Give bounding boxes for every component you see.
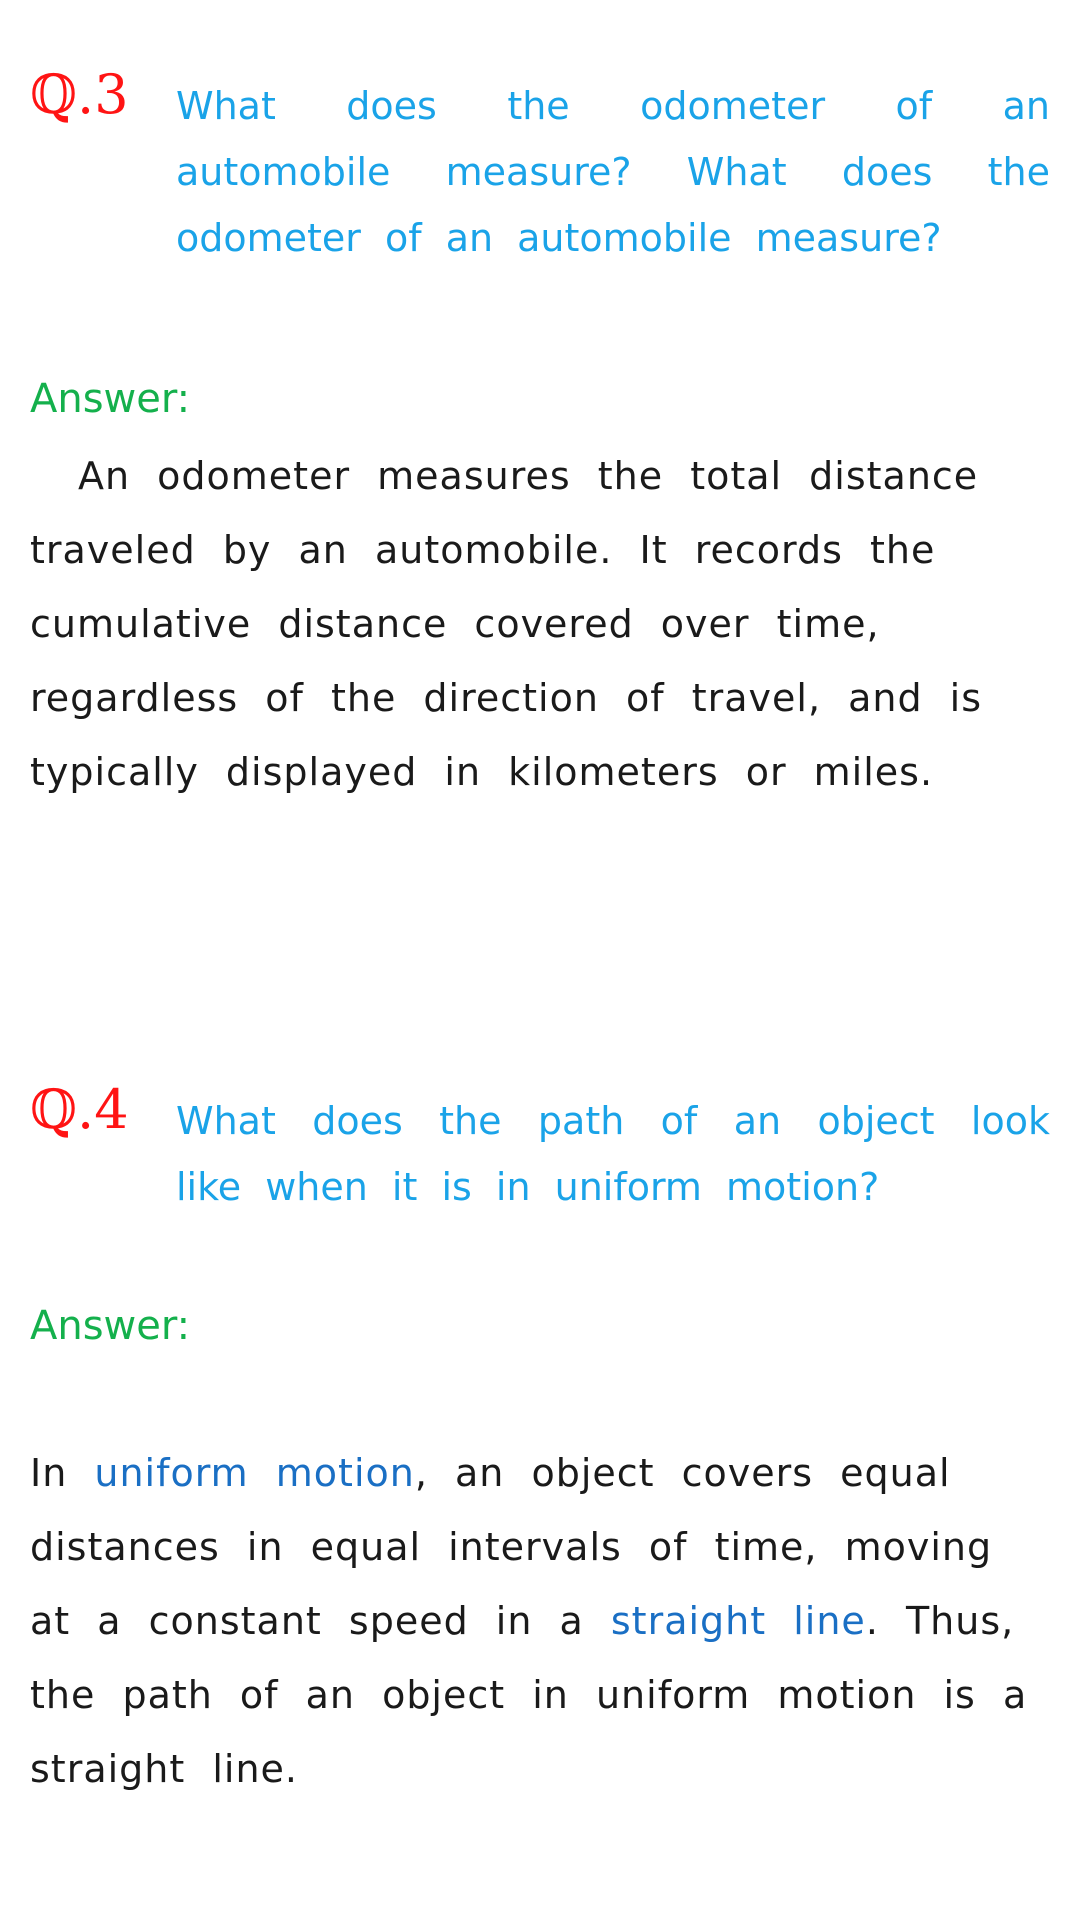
answer-text: An odometer measures the total distance traveled by an automobile. It records the cumulative distance covered over time, regardless of the direction of travel, and is typically displayed in kilometers or miles. bbox=[30, 454, 983, 794]
answer-label: Answer: bbox=[30, 1303, 191, 1349]
highlight-term-uniform-motion: uniform motion bbox=[94, 1451, 415, 1495]
question-block-4 bbox=[30, 1080, 1050, 1806]
answer-text-part: . Thus, the path of an object in uniform motion is a straight line. bbox=[30, 1599, 1028, 1791]
answer-text-part: , an object covers equal distances in equal intervals of time, moving at a constant speed in a bbox=[30, 1451, 993, 1643]
question-number: ℚ.3 bbox=[30, 63, 129, 126]
answer-label: Answer: bbox=[30, 376, 191, 422]
highlight-term-straight-line: straight line bbox=[610, 1599, 866, 1643]
question-text: What does the path of an object look like when it is in uniform motion? bbox=[176, 1099, 1050, 1209]
question-number: ℚ.4 bbox=[30, 1078, 129, 1141]
question-row bbox=[30, 1080, 1050, 1220]
question-row bbox=[30, 65, 1050, 271]
answer-text-part: In bbox=[30, 1451, 95, 1495]
answer-text bbox=[30, 1436, 1050, 1806]
question-block-3 bbox=[30, 65, 1050, 809]
question-text: What does the odometer of an automobile measure? What does the odometer of an automobile measure? bbox=[176, 84, 1050, 260]
